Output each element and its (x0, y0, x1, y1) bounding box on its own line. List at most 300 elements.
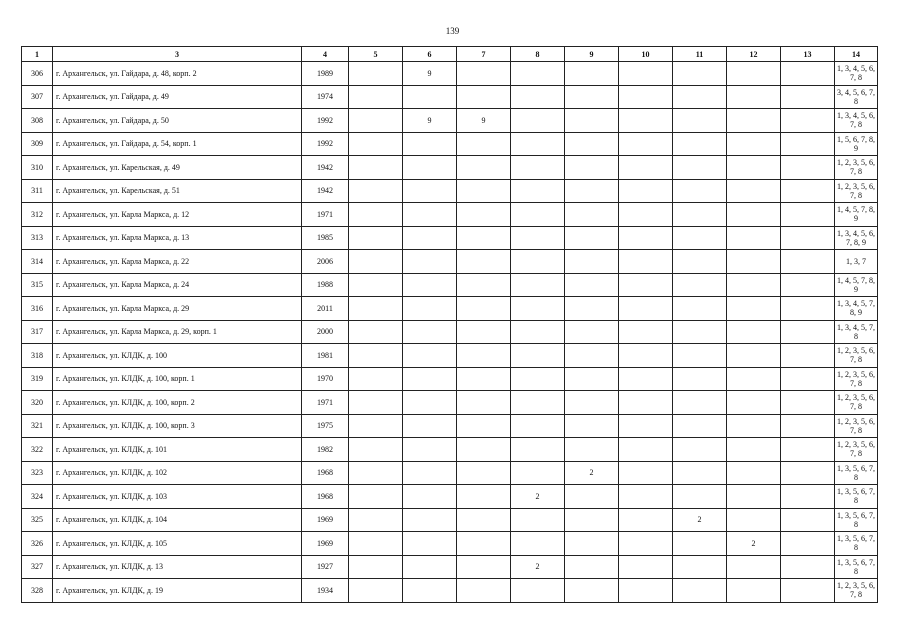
table-cell (403, 203, 457, 227)
year-cell: 1968 (302, 461, 349, 485)
table-cell (457, 320, 511, 344)
row-number-cell: 323 (22, 461, 53, 485)
codes-cell: 1, 4, 5, 7, 8, 9 (835, 273, 878, 297)
row-number-cell: 315 (22, 273, 53, 297)
table-cell (727, 344, 781, 368)
table-cell (511, 250, 565, 274)
codes-cell: 1, 2, 3, 5, 6, 7, 8 (835, 156, 878, 180)
table-cell (511, 438, 565, 462)
codes-cell: 1, 3, 4, 5, 6, 7, 8 (835, 109, 878, 133)
table-cell (619, 367, 673, 391)
table-cell (457, 414, 511, 438)
table-cell (565, 109, 619, 133)
table-row (22, 320, 878, 344)
table-cell (727, 579, 781, 603)
table-cell (673, 273, 727, 297)
codes-cell: 1, 2, 3, 5, 6, 7, 8 (835, 367, 878, 391)
codes-cell: 1, 3, 5, 6, 7, 8 (835, 508, 878, 532)
table-cell (781, 579, 835, 603)
table-row (22, 179, 878, 203)
table-cell (619, 485, 673, 509)
table-row (22, 62, 878, 86)
table-cell (349, 438, 403, 462)
table-cell: 2 (565, 461, 619, 485)
table-cell (781, 344, 835, 368)
address-cell: г. Архангельск, ул. КЛДК, д. 103 (53, 485, 302, 509)
address-cell: г. Архангельск, ул. КЛДК, д. 104 (53, 508, 302, 532)
table-cell (511, 391, 565, 415)
column-header: 14 (835, 47, 878, 62)
table-cell (619, 226, 673, 250)
table-cell (619, 203, 673, 227)
table-cell (781, 532, 835, 556)
table-cell: 9 (403, 109, 457, 133)
year-cell: 1985 (302, 226, 349, 250)
table-cell (781, 555, 835, 579)
table-cell (619, 414, 673, 438)
table-cell (619, 532, 673, 556)
table-cell (781, 367, 835, 391)
codes-cell: 1, 4, 5, 7, 8, 9 (835, 203, 878, 227)
row-number-cell: 325 (22, 508, 53, 532)
column-header: 13 (781, 47, 835, 62)
table-cell (511, 132, 565, 156)
table-cell (619, 297, 673, 321)
page-number: 139 (445, 26, 460, 36)
table-cell (403, 461, 457, 485)
table-cell (565, 391, 619, 415)
column-header: 1 (22, 47, 53, 62)
table-cell (457, 156, 511, 180)
table-cell (349, 555, 403, 579)
table-row (22, 461, 878, 485)
table-cell (565, 250, 619, 274)
table-cell (619, 438, 673, 462)
table-cell (781, 179, 835, 203)
row-number-cell: 310 (22, 156, 53, 180)
table-cell (565, 226, 619, 250)
table-cell (673, 297, 727, 321)
row-number-cell: 307 (22, 85, 53, 109)
address-cell: г. Архангельск, ул. Карельская, д. 49 (53, 156, 302, 180)
row-number-cell: 318 (22, 344, 53, 368)
table-cell (781, 109, 835, 133)
table-cell (781, 273, 835, 297)
table-cell (565, 273, 619, 297)
table-cell (781, 485, 835, 509)
table-cell (565, 320, 619, 344)
year-cell: 1934 (302, 579, 349, 603)
column-header: 10 (619, 47, 673, 62)
table-cell (781, 226, 835, 250)
table-cell (619, 391, 673, 415)
table-cell (349, 62, 403, 86)
column-header: 12 (727, 47, 781, 62)
table-cell (349, 391, 403, 415)
table-cell (457, 273, 511, 297)
column-header: 9 (565, 47, 619, 62)
table-cell (403, 226, 457, 250)
table-cell (457, 203, 511, 227)
table-cell (781, 414, 835, 438)
table-cell (403, 250, 457, 274)
table-cell (403, 414, 457, 438)
address-cell: г. Архангельск, ул. Карла Маркса, д. 29 (53, 297, 302, 321)
table-cell (457, 297, 511, 321)
table-cell (673, 250, 727, 274)
table-cell (457, 179, 511, 203)
year-cell: 2011 (302, 297, 349, 321)
table-row (22, 109, 878, 133)
table-cell (349, 367, 403, 391)
header-row (22, 47, 878, 62)
table-cell (349, 461, 403, 485)
row-number-cell: 313 (22, 226, 53, 250)
table-cell (457, 555, 511, 579)
table-cell (403, 297, 457, 321)
table-cell (727, 273, 781, 297)
table-cell (673, 344, 727, 368)
year-cell: 1971 (302, 203, 349, 227)
column-header: 8 (511, 47, 565, 62)
year-cell: 1982 (302, 438, 349, 462)
table-cell (727, 320, 781, 344)
table-cell (457, 438, 511, 462)
data-table (21, 46, 878, 603)
table-cell (727, 438, 781, 462)
table-cell (565, 555, 619, 579)
table-cell (349, 109, 403, 133)
column-header: 3 (53, 47, 302, 62)
table-row (22, 344, 878, 368)
table-row (22, 156, 878, 180)
table-row (22, 273, 878, 297)
address-cell: г. Архангельск, ул. Гайдара, д. 48, корп. 2 (53, 62, 302, 86)
year-cell: 1992 (302, 109, 349, 133)
table-cell (403, 391, 457, 415)
table-cell (673, 367, 727, 391)
year-cell: 1969 (302, 532, 349, 556)
address-cell: г. Архангельск, ул. Карла Маркса, д. 12 (53, 203, 302, 227)
column-header: 7 (457, 47, 511, 62)
table-cell (727, 62, 781, 86)
table-cell (511, 203, 565, 227)
table-cell (673, 156, 727, 180)
address-cell: г. Архангельск, ул. Карла Маркса, д. 22 (53, 250, 302, 274)
table-cell (457, 367, 511, 391)
codes-cell: 1, 2, 3, 5, 6, 7, 8 (835, 579, 878, 603)
table-cell (781, 438, 835, 462)
codes-cell: 1, 3, 5, 6, 7, 8 (835, 485, 878, 509)
table-cell (349, 508, 403, 532)
table-cell (781, 461, 835, 485)
table-cell (511, 461, 565, 485)
table-cell (403, 132, 457, 156)
codes-cell: 1, 3, 4, 5, 6, 7, 8 (835, 62, 878, 86)
row-number-cell: 326 (22, 532, 53, 556)
table-cell (619, 132, 673, 156)
table-cell (511, 226, 565, 250)
table-cell (781, 320, 835, 344)
table-cell (565, 62, 619, 86)
table-cell (673, 461, 727, 485)
table-cell (565, 532, 619, 556)
table-cell (619, 579, 673, 603)
table-cell (457, 461, 511, 485)
row-number-cell: 311 (22, 179, 53, 203)
table-cell (565, 297, 619, 321)
table-cell: 2 (511, 485, 565, 509)
table-row (22, 297, 878, 321)
table-cell (457, 85, 511, 109)
table-cell (727, 461, 781, 485)
table-cell (673, 132, 727, 156)
codes-cell: 1, 3, 5, 6, 7, 8 (835, 555, 878, 579)
table-cell (349, 85, 403, 109)
codes-cell: 1, 2, 3, 5, 6, 7, 8 (835, 391, 878, 415)
table-cell (673, 226, 727, 250)
codes-cell: 1, 5, 6, 7, 8, 9 (835, 132, 878, 156)
table-cell (619, 62, 673, 86)
table-cell (565, 508, 619, 532)
table-cell (349, 250, 403, 274)
address-cell: г. Архангельск, ул. КЛДК, д. 102 (53, 461, 302, 485)
table-cell (349, 532, 403, 556)
address-cell: г. Архангельск, ул. КЛДК, д. 100, корп. 1 (53, 367, 302, 391)
column-header: 5 (349, 47, 403, 62)
table-cell (511, 414, 565, 438)
table-cell (457, 132, 511, 156)
table-cell (727, 132, 781, 156)
table-cell (565, 132, 619, 156)
column-header: 6 (403, 47, 457, 62)
address-cell: г. Архангельск, ул. Карельская, д. 51 (53, 179, 302, 203)
row-number-cell: 322 (22, 438, 53, 462)
table-cell (565, 85, 619, 109)
year-cell: 2000 (302, 320, 349, 344)
year-cell: 1988 (302, 273, 349, 297)
table-cell (619, 179, 673, 203)
table-cell (727, 85, 781, 109)
row-number-cell: 309 (22, 132, 53, 156)
table-cell (511, 344, 565, 368)
table-cell (403, 85, 457, 109)
column-header: 4 (302, 47, 349, 62)
table-cell (619, 156, 673, 180)
table-cell (673, 203, 727, 227)
table-cell (727, 203, 781, 227)
address-cell: г. Архангельск, ул. КЛДК, д. 13 (53, 555, 302, 579)
table-cell (511, 367, 565, 391)
table-cell (349, 203, 403, 227)
table-cell (349, 320, 403, 344)
codes-cell: 1, 3, 4, 5, 7, 8, 9 (835, 297, 878, 321)
table-cell (403, 485, 457, 509)
table-cell (781, 203, 835, 227)
table-cell (727, 367, 781, 391)
table-row (22, 414, 878, 438)
table-cell (457, 344, 511, 368)
row-number-cell: 324 (22, 485, 53, 509)
row-number-cell: 321 (22, 414, 53, 438)
address-cell: г. Архангельск, ул. Карла Маркса, д. 13 (53, 226, 302, 250)
table-cell (511, 179, 565, 203)
table-row (22, 485, 878, 509)
table-cell (511, 156, 565, 180)
table-cell (781, 250, 835, 274)
table-cell (619, 250, 673, 274)
codes-cell: 1, 3, 5, 6, 7, 8 (835, 532, 878, 556)
year-cell: 1969 (302, 508, 349, 532)
table-cell (727, 414, 781, 438)
table-row (22, 508, 878, 532)
table-cell (673, 109, 727, 133)
table-cell (781, 297, 835, 321)
table-cell (673, 485, 727, 509)
table-cell (565, 156, 619, 180)
table-cell (781, 85, 835, 109)
table-row (22, 85, 878, 109)
table-cell (349, 156, 403, 180)
table-cell: 2 (673, 508, 727, 532)
table-cell (349, 132, 403, 156)
address-cell: г. Архангельск, ул. КЛДК, д. 100, корп. 3 (53, 414, 302, 438)
year-cell: 1942 (302, 156, 349, 180)
table-cell (619, 320, 673, 344)
codes-cell: 1, 2, 3, 5, 6, 7, 8 (835, 438, 878, 462)
table-cell (619, 85, 673, 109)
address-cell: г. Архангельск, ул. Карла Маркса, д. 29, корп. 1 (53, 320, 302, 344)
table-cell (781, 132, 835, 156)
row-number-cell: 327 (22, 555, 53, 579)
year-cell: 1981 (302, 344, 349, 368)
address-cell: г. Архангельск, ул. Гайдара, д. 49 (53, 85, 302, 109)
table-cell (457, 485, 511, 509)
table-cell (403, 555, 457, 579)
table-cell (619, 461, 673, 485)
table-cell (673, 391, 727, 415)
table-cell (673, 414, 727, 438)
table-cell (727, 297, 781, 321)
table-cell (457, 579, 511, 603)
table-cell: 9 (457, 109, 511, 133)
table-cell (781, 391, 835, 415)
table-row (22, 132, 878, 156)
address-cell: г. Архангельск, ул. КЛДК, д. 19 (53, 579, 302, 603)
table-row (22, 438, 878, 462)
row-number-cell: 316 (22, 297, 53, 321)
table-cell (403, 579, 457, 603)
year-cell: 1975 (302, 414, 349, 438)
year-cell: 1942 (302, 179, 349, 203)
table-row (22, 367, 878, 391)
table-cell (511, 273, 565, 297)
codes-cell: 1, 3, 4, 5, 7, 8 (835, 320, 878, 344)
table-cell (673, 179, 727, 203)
table-cell (349, 485, 403, 509)
address-cell: г. Архангельск, ул. Карла Маркса, д. 24 (53, 273, 302, 297)
table-cell (349, 226, 403, 250)
year-cell: 1968 (302, 485, 349, 509)
row-number-cell: 312 (22, 203, 53, 227)
table-row (22, 555, 878, 579)
codes-cell: 3, 4, 5, 6, 7, 8 (835, 85, 878, 109)
year-cell: 1927 (302, 555, 349, 579)
table-row (22, 250, 878, 274)
table-cell (727, 156, 781, 180)
table-cell (349, 579, 403, 603)
address-cell: г. Архангельск, ул. Гайдара, д. 50 (53, 109, 302, 133)
table-cell (727, 179, 781, 203)
table-cell (673, 579, 727, 603)
table-cell (457, 62, 511, 86)
table-cell (673, 62, 727, 86)
table-cell (403, 508, 457, 532)
year-cell: 1992 (302, 132, 349, 156)
table-cell (457, 226, 511, 250)
address-cell: г. Архангельск, ул. КЛДК, д. 105 (53, 532, 302, 556)
table-cell (727, 555, 781, 579)
row-number-cell: 317 (22, 320, 53, 344)
table-cell (727, 226, 781, 250)
table-cell (403, 344, 457, 368)
table-cell (403, 320, 457, 344)
address-cell: г. Архангельск, ул. КЛДК, д. 100, корп. 2 (53, 391, 302, 415)
table-row (22, 532, 878, 556)
table-cell (673, 438, 727, 462)
address-cell: г. Архангельск, ул. Гайдара, д. 54, корп. 1 (53, 132, 302, 156)
table-cell (349, 273, 403, 297)
table-row (22, 203, 878, 227)
table-cell (619, 273, 673, 297)
table-cell (511, 85, 565, 109)
row-number-cell: 314 (22, 250, 53, 274)
table-cell (457, 391, 511, 415)
table-cell (403, 532, 457, 556)
table-cell (727, 485, 781, 509)
table-cell (619, 508, 673, 532)
row-number-cell: 306 (22, 62, 53, 86)
table-cell (403, 273, 457, 297)
row-number-cell: 328 (22, 579, 53, 603)
table-row (22, 579, 878, 603)
year-cell: 1989 (302, 62, 349, 86)
table-cell (349, 297, 403, 321)
column-header: 11 (673, 47, 727, 62)
table-cell (511, 320, 565, 344)
table-cell (403, 179, 457, 203)
address-cell: г. Архангельск, ул. КЛДК, д. 101 (53, 438, 302, 462)
table-cell (457, 250, 511, 274)
table-cell (511, 62, 565, 86)
codes-cell: 1, 2, 3, 5, 6, 7, 8 (835, 344, 878, 368)
table-row (22, 391, 878, 415)
row-number-cell: 308 (22, 109, 53, 133)
table-cell (511, 297, 565, 321)
codes-cell: 1, 2, 3, 5, 6, 7, 8 (835, 414, 878, 438)
table-cell (511, 508, 565, 532)
codes-cell: 1, 2, 3, 5, 6, 7, 8 (835, 179, 878, 203)
table-cell (565, 485, 619, 509)
table-cell: 2 (727, 532, 781, 556)
table-row (22, 226, 878, 250)
table-cell (727, 391, 781, 415)
table-cell (511, 579, 565, 603)
table-cell (565, 367, 619, 391)
table-cell (403, 438, 457, 462)
table-cell (727, 508, 781, 532)
year-cell: 2006 (302, 250, 349, 274)
